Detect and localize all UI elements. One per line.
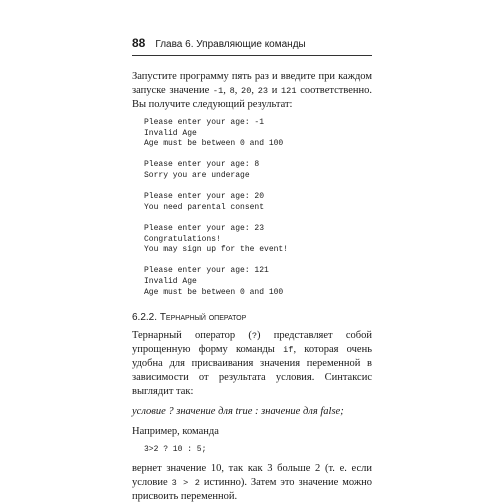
- example-code: 3>2 ? 10 : 5;: [144, 445, 207, 455]
- body-text: вернет значение 10, так как 3 больше 2 (т. е. если условие: [132, 462, 372, 488]
- page-body: [132, 70, 372, 504]
- section-title: Тернарный оператор: [159, 312, 247, 324]
- body-text: истинно). Затем это значение можно присвоить переменной.: [132, 476, 373, 502]
- syntax-part: условие: [132, 406, 166, 418]
- syntax-part: ?: [165, 406, 177, 418]
- body-text: Тернарный оператор (: [132, 330, 252, 342]
- chapter-title: Глава 6. Управляющие команды: [155, 39, 306, 50]
- output-line: Age must be between 0 and 100: [144, 287, 284, 297]
- program-output: [144, 118, 372, 298]
- output-line: Invalid Age: [144, 276, 197, 286]
- body-text: , которая очень удобна для присваивания значения переменной в зависимости от результата условия. Синтаксис выглядит так:: [132, 344, 373, 398]
- output-line: Invalid Age: [144, 128, 197, 138]
- section-heading: [132, 312, 372, 323]
- output-line: Please enter your age: 121: [144, 266, 269, 276]
- page-number: 88: [132, 36, 146, 50]
- syntax-part: :: [252, 406, 262, 418]
- output-line: Please enter your age: 8: [144, 160, 260, 170]
- intro-text: соответственно. Вы получите следующий результат:: [132, 85, 372, 110]
- inline-code: if: [283, 345, 294, 356]
- output-line: Age must be between 0 and 100: [144, 139, 284, 149]
- inline-code: ?: [251, 331, 257, 342]
- inline-code: 20: [241, 86, 252, 96]
- example-intro: Например, команда: [132, 426, 219, 438]
- ternary-paragraph: [132, 329, 372, 399]
- output-line: You may sign up for the event!: [144, 245, 289, 255]
- output-line: Please enter your age: 23: [144, 223, 265, 233]
- result-paragraph: [132, 462, 372, 504]
- header-rule: [132, 55, 372, 56]
- syntax-part: значение для true: [176, 406, 253, 418]
- inline-code: -1: [212, 86, 224, 96]
- output-line: Congratulations!: [144, 234, 221, 244]
- output-line: Sorry you are underage: [144, 170, 250, 180]
- section-number: 6.2.2.: [132, 312, 158, 324]
- running-header: [132, 36, 372, 52]
- syntax-part: ;: [340, 406, 344, 418]
- intro-text: Запустите программу пять раз и введите при каждом запуске значение: [132, 71, 372, 96]
- inline-code: 8: [229, 86, 235, 96]
- intro-paragraph: Запустите программу пять раз и введите при каждом запуске значение -1, 8, 20, 23 и 121 соответственно. Вы получите следующий результат:: [132, 71, 372, 110]
- inline-code: 23: [257, 86, 269, 96]
- body-text: ) представляет собой упрощенную форму команды: [132, 330, 372, 356]
- inline-code: 3 > 2: [171, 477, 200, 488]
- syntax-part: значение для false: [261, 406, 341, 418]
- output-line: You need parental consent: [144, 202, 265, 212]
- intro-text: и: [268, 85, 282, 96]
- output-line: Please enter your age: 20: [144, 192, 265, 202]
- output-line: Please enter your age: -1: [144, 118, 265, 127]
- syntax-line: [132, 405, 372, 419]
- inline-code: 121: [281, 86, 297, 96]
